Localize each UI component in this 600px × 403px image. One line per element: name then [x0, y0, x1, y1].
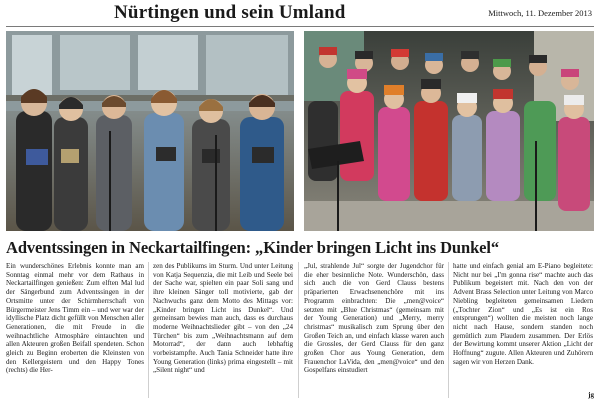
- article-headline: Adventssingen in Neckartailfingen: „Kinder bringen Licht ins Dunkel“: [6, 238, 500, 257]
- column-divider: [148, 262, 149, 398]
- issue-date: Mittwoch, 11. Dezember 2013: [488, 8, 592, 18]
- children-choir-image: [304, 31, 594, 231]
- youth-choir-photo: [6, 31, 294, 231]
- article-column-4: hatte und einfach genial am E-Piano begleitete: Nicht nur bei „I'm gonna rise“ machte auch das Publikum begeistert mit. Nach den von der Advent Brass Selection unter Leitung von Marco Niebling begleiteten gemeinsamen Liedern („Tochter Zion“ und „Es ist ein Ros entsprungen“) wollten die meisten noch lange nicht nach Hause, sondern standen noch gemütlich zum Plaudern zusammen. Der Erlös der Bewirtung kommt unserer Aktion „Licht der Hoffnung“ zugute. Allen Akteuren und Zuhörern sagen wir von Herzen Dank.: [453, 262, 593, 366]
- article-column-2: zen des Publikums im Sturm. Und unter Leitung von Katja Sequenzia, die mit Leib und Seele bei der Sache war, spielten ein paar Soli sang und ihre kleinen Sänger toll motivierte, gab der Nachwuchs ganz dem Motto des Mittags vor: „Kinder bringen Licht ins Dunkel“. Und gemeinsam bewies man auch, dass es durchaus moderne Weihnachtslieder gibt – von den „24 Türchen“ bis zum „Weihnachtsmann auf dem Motorrad“, der dann auch lebhaftig vorbeistampfte. Auch Tania Schneider hatte ihre Young Generation (links) prima eingestellt – mit „Silent night“ und: [153, 262, 293, 375]
- children-choir-photo: [304, 31, 594, 231]
- article-column-1: Ein wunderschönes Erlebnis konnte man am Sonntag einmal mehr vor dem Rathaus in Neckartailfingen genießen: Zum elften Mal lud der Sängerbund zum Adventssingen in der Ortsmitte unter der Schirmherrschaft von Bürgermeister Jens Timm ein – und wer war der idyllische Platz dicht gefüllt von Menschen aller Generationen, die mit Freude in die weihnachtliche Atmosphäre eintauchten und allen Akteuren großen Beifall spendeten. Schon gleich zu Beginn eroberten die Kleinsten von den Kellergeistern und den Happy Tones (rechts) die Her-: [6, 262, 144, 375]
- header-rule: [6, 26, 594, 27]
- column-divider: [298, 262, 299, 398]
- youth-choir-image: [6, 31, 294, 231]
- column-divider: [448, 262, 449, 398]
- author-initials: jg: [588, 391, 594, 399]
- article-column-3: „Jul, strahlende Jul“ sorgte der Jugendchor für die eher besinnliche Note. Wunderschön, dass sich auch die von Gerd Clauss bestens präparierten Erwachsenenchöre mit ins Programm einbrachten: Die „men@voice“ setzten mit „Blue Christmas“ (gemeinsam mit der Young Generation) und „Merry, merry christmas“ musikalisch zum Sprung über den Großen Teich an, und einfach klasse waren auch die Grossles, der Gerd Clauss für den ganz großen Chor aus Young Generation, dem Frauenchor LaVida, den „men@voice“ und den Gospelfans einstudiert: [304, 262, 444, 375]
- section-title: Nürtingen und sein Umland: [114, 2, 346, 23]
- page-header: [0, 0, 600, 26]
